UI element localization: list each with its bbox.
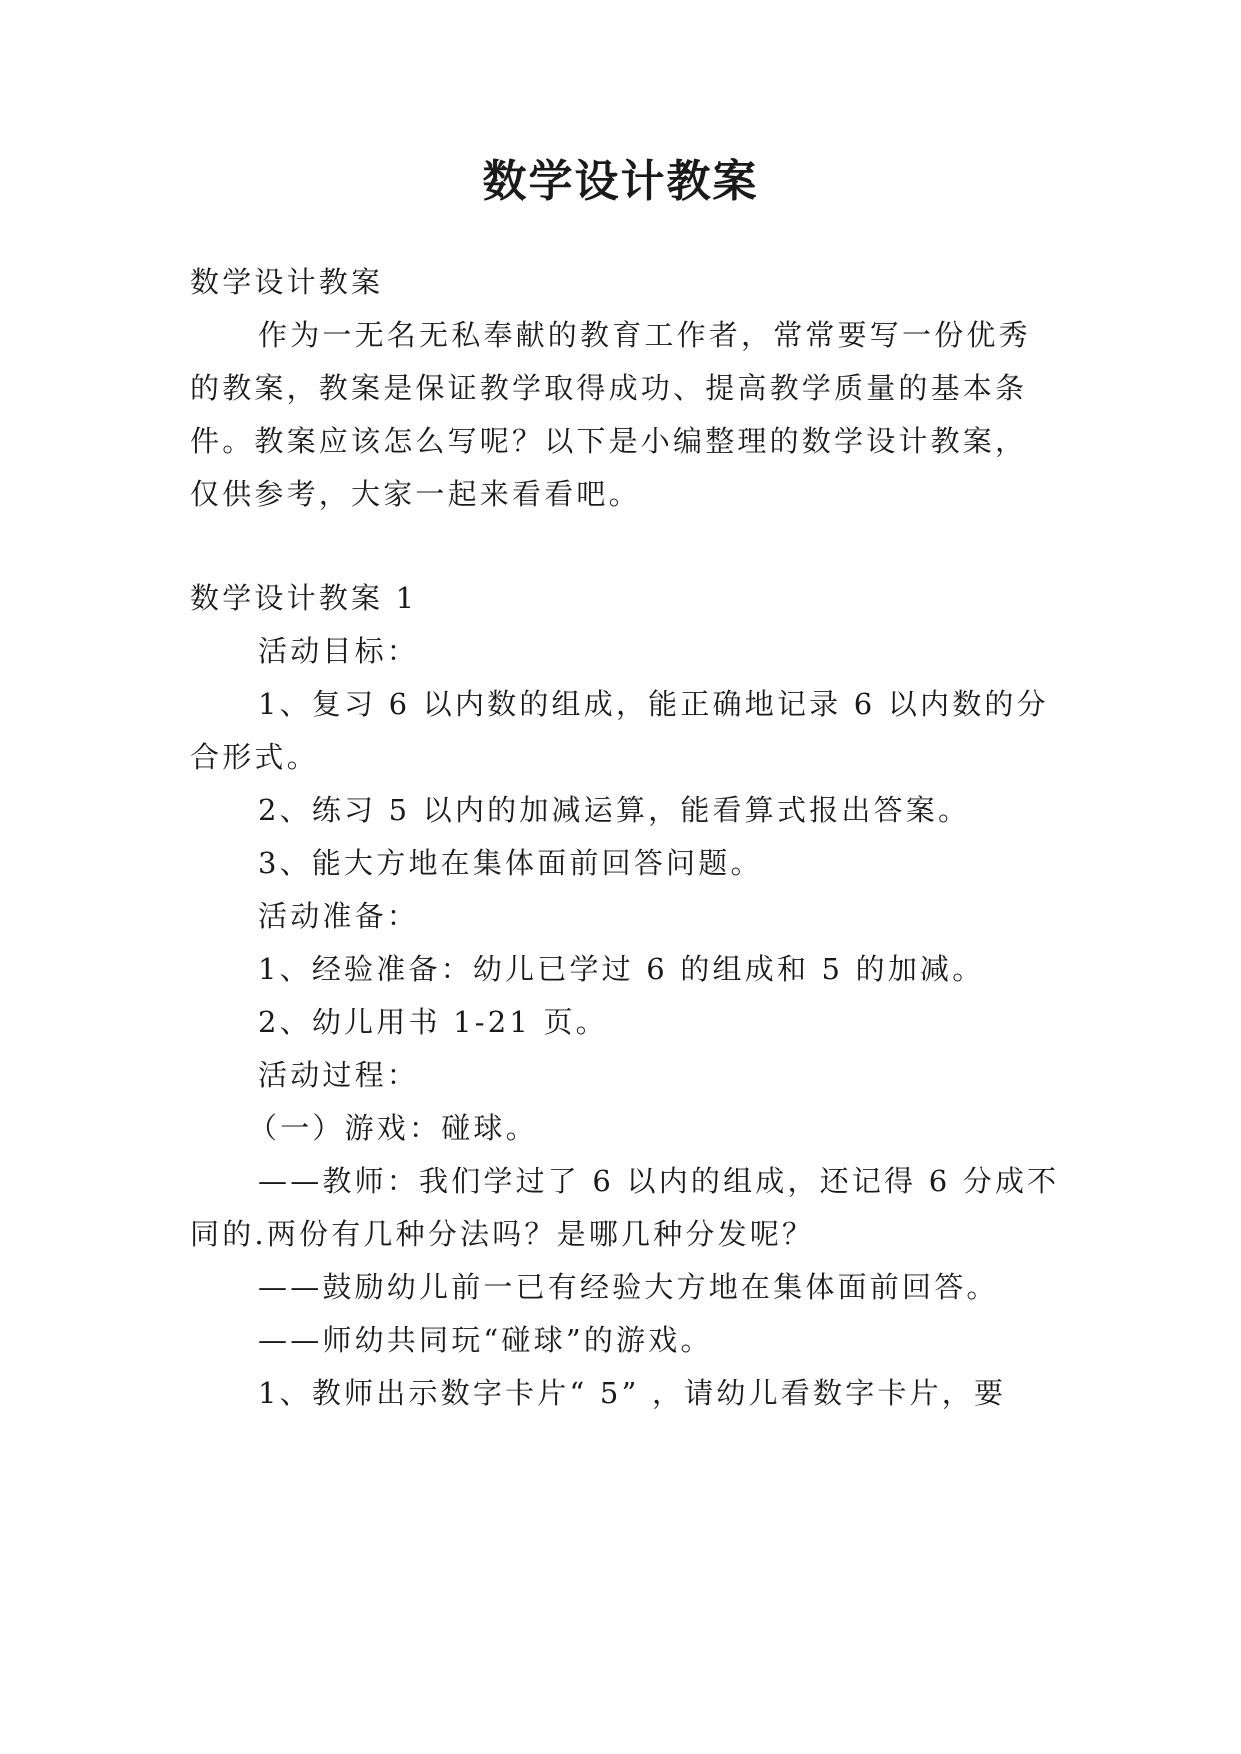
intro-line-4: 仅供参考，大家一起来看看吧。 (190, 477, 641, 511)
goal-line-1: 1、复习 6 以内数的组成，能正确地记录 6 以内数的分 (258, 687, 1049, 721)
goal-line-4: 3、能大方地在集体面前回答问题。 (258, 846, 763, 880)
goal-heading: 活动目标： (258, 634, 420, 668)
process-line-4: ——鼓励幼儿前一已有经验大方地在集体面前回答。 (258, 1270, 999, 1304)
process-line-2: ——教师：我们学过了 6 以内的组成，还记得 6 分成不 (258, 1164, 1060, 1198)
section-heading: 数学设计教案 1 (190, 581, 418, 615)
goal-line-2: 合形式。 (190, 740, 319, 774)
intro-line-3: 件。教案应该怎么写呢？以下是小编整理的数学设计教案， (190, 424, 1028, 458)
intro-line-2: 的教案，教案是保证教学取得成功、提高教学质量的基本条 (190, 371, 1028, 405)
intro-line-1: 作为一无名无私奉献的教育工作者，常常要写一份优秀 (258, 318, 1031, 352)
process-line-1: （一）游戏：碰球。 (248, 1111, 538, 1145)
goal-line-3: 2、练习 5 以内的加减运算，能看算式报出答案。 (258, 793, 971, 827)
subtitle: 数学设计教案 (190, 265, 384, 299)
prep-heading: 活动准备： (258, 899, 420, 933)
prep-line-1: 1、经验准备：幼儿已学过 6 的组成和 5 的加减。 (258, 952, 985, 986)
process-line-3: 同的.两份有几种分法吗？是哪几种分发呢？ (190, 1217, 815, 1251)
prep-line-2: 2、幼儿用书 1-21 页。 (258, 1005, 608, 1039)
process-line-5: ——师幼共同玩“碰球”的游戏。 (258, 1323, 713, 1357)
process-line-6: 1、教师出示数字卡片“ 5” ，请幼儿看数字卡片，要 (258, 1376, 1007, 1410)
process-heading: 活动过程： (258, 1058, 420, 1092)
page-title: 数学设计教案 (482, 156, 759, 207)
